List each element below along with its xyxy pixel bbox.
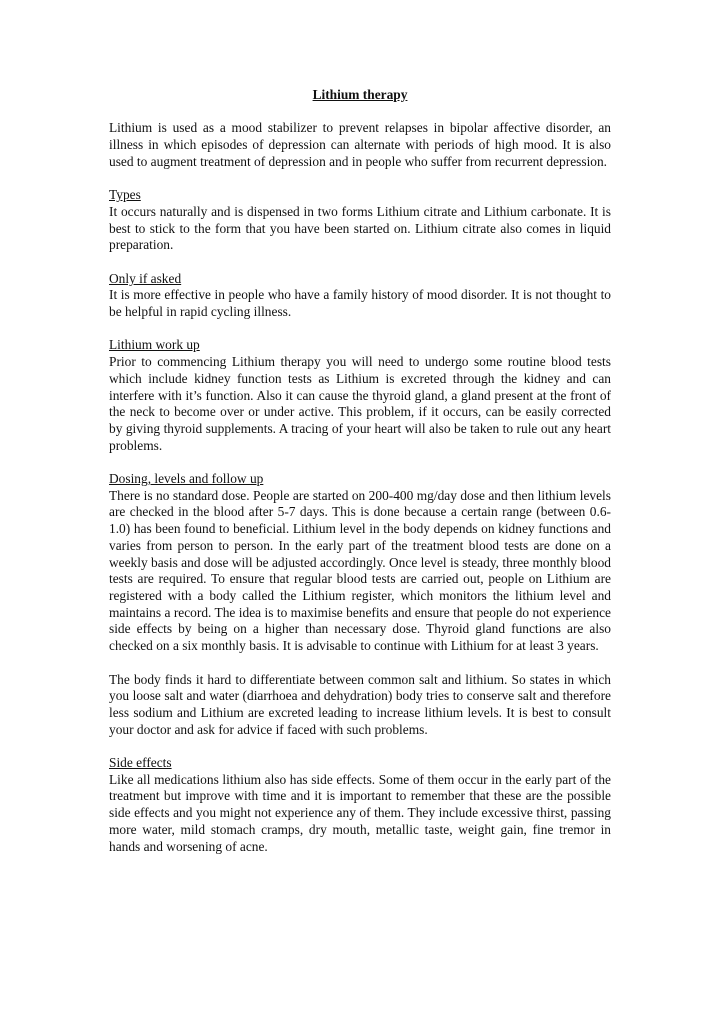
section-heading-types: Types <box>109 187 141 203</box>
section-side-effects <box>109 755 611 855</box>
section-heading-side-effects: Side effects <box>109 755 172 770</box>
section-heading-lithium-work-up: Lithium work up <box>109 337 200 353</box>
document-title: Lithium therapy <box>312 87 408 102</box>
section-lithium-work-up <box>109 337 611 454</box>
section-body-dosing: There is no standard dose. People are started on 200-400 mg/day dose and then lithium levels are checked in the blood after 5-7 days. This is done because a certain range (between 0.6-1.0) has been found to beneficial. Lithium level in the body depends on kidney functions and varies from person to person. In the early part of the treatment blood tests are done on a weekly basis and dose will be adjusted accordingly. Once level is steady, three monthly blood tests are required. To ensure that regular blood tests are carried out, people on Lithium are registered with a body called the Lithium register, which monitors the lithium level and maintains a record. The idea is to maximise benefits and ensure that people do not experience side effects by being on a higher than necessary dose. Thyroid gland functions are also checked on a six monthly basis. It is advisable to continue with Lithium for at least 3 years. <box>109 487 611 654</box>
section-heading-dosing: Dosing, levels and follow up <box>109 471 264 487</box>
document-page <box>109 87 611 872</box>
salt-paragraph: The body finds it hard to differentiate between common salt and lithium. So states in which you loose salt and water (diarrhoea and dehydration) body tries to conserve salt and therefore less sodium and Lithium are excreted leading to increase lithium levels. It is best to consult your doctor and ask for advice if faced with such problems. <box>109 671 611 737</box>
section-body-types: It occurs naturally and is dispensed in two forms Lithium citrate and Lithium carbonate. It is best to stick to the form that you have been started on. Lithium citrate also comes in liquid preparation. <box>109 203 611 253</box>
section-heading-only-if-asked: Only if asked <box>109 270 182 286</box>
intro-paragraph: Lithium is used as a mood stabilizer to prevent relapses in bipolar affective disorder, an illness in which episodes of depression can alternate with periods of high mood. It is also used to augment treatment of depression and in people who suffer from recurrent depression. <box>109 120 611 169</box>
section-dosing <box>109 471 611 655</box>
section-body-only-if-asked: It is more effective in people who have a family history of mood disorder. It is not thought to be helpful in rapid cycling illness. <box>109 287 611 320</box>
section-only-if-asked <box>109 271 611 321</box>
section-body-side-effects: Like all medications lithium also has side effects. Some of them occur in the early part of the treatment but improve with time and it is important to remember that these are the possible side effects and you might not experience any of them. They include excessive thirst, passing more water, mild stomach cramps, dry mouth, metallic taste, weight gain, fine tremor in hands and worsening of acne. <box>109 771 611 854</box>
section-body-lithium-work-up: Prior to commencing Lithium therapy you will need to undergo some routine blood tests which include kidney function tests as Lithium is excreted through the kidney and can interfere with it’s function. Also it can cause the thyroid gland, a gland present at the front of the neck to become over or under active. This problem, if it occurs, can be easily corrected by giving thyroid supplements. A tracing of your heart will also be taken to rule out any heart problems. <box>109 354 611 453</box>
section-types <box>109 187 611 254</box>
